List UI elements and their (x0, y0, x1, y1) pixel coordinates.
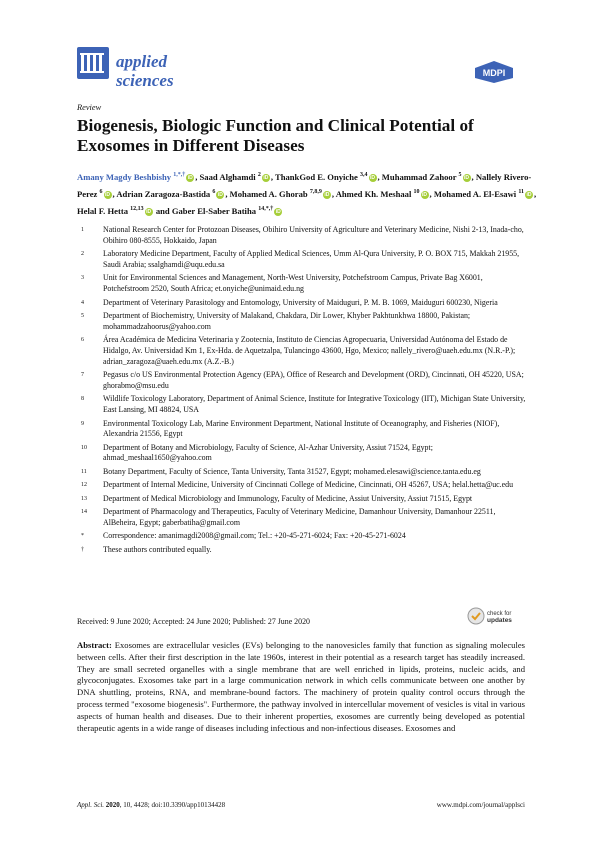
author-name: Adrian Zaragoza-Bastida (116, 188, 211, 199)
affiliation-text: Department of Veterinary Parasitology and Entomology, University of Maiduguri, P. M. B. 1069, Maiduguri 600230, Nigeria (103, 297, 498, 307)
author (77, 206, 154, 216)
affiliation-text: Department of Internal Medicine, University of Cincinnati College of Medicine, Cincinnati, OH 45267, USA; helal.hetta@uc.edu (103, 480, 514, 490)
affiliation-item (77, 298, 527, 309)
affiliation-number: 10 (81, 444, 87, 451)
affiliation-text: Environmental Toxicology Lab, Marine Environment Department, National Institute of Oceanography, and Fisheries (NIOF), Alexandria 21556, Egypt (103, 418, 500, 439)
author (275, 172, 378, 182)
check-badge-line1: check for (487, 611, 512, 617)
affiliation-number: 3 (81, 275, 84, 282)
author-affiliation-sup: 1,*,† (173, 172, 186, 178)
article-title: Biogenesis, Biologic Function and Clinical Potential of Exosomes in Different Diseases (77, 116, 474, 155)
page-footer (77, 801, 525, 809)
orcid-icon[interactable]: iD (187, 174, 193, 181)
author-affiliation-sup: 3,4 (360, 172, 368, 178)
journal-url[interactable]: www.mdpi.com/journal/applsci (436, 801, 525, 809)
affiliation-text: Department of Botany and Microbiology, Faculty of Science, Al-Azhar University, Assiut 71524, Egypt; ahmad_meshaal1650@yahoo.com (103, 442, 433, 463)
affiliation-number: 4 (81, 299, 84, 306)
author-affiliation-sup: 6 (99, 188, 103, 195)
author-affiliation-sup: 11 (518, 188, 525, 195)
affiliation-item (77, 249, 527, 271)
author-and: and (155, 205, 170, 216)
affiliation-number: 12 (81, 482, 87, 489)
author (200, 172, 271, 182)
orcid-icon[interactable]: iD (464, 174, 470, 181)
orcid-icon[interactable]: iD (217, 191, 223, 198)
author (116, 189, 225, 199)
affiliation-number: 6 (81, 337, 84, 344)
publication-dates: Received: 9 June 2020; Accepted: 24 June 2020; Published: 27 June 2020 (77, 617, 310, 626)
affiliation-item (77, 370, 527, 392)
mdpi-logo (473, 60, 515, 84)
citation-journal: Appl. Sci. (77, 801, 105, 809)
affiliation-item (77, 311, 527, 333)
orcid-icon[interactable]: iD (370, 174, 375, 181)
author-affiliation-sup: 14,*,† (258, 205, 274, 212)
affiliation-text: Botany Department, Faculty of Science, Tanta University, Tanta 31527, Egypt; mohamed.elesawi@science.tanta.edu.eg (103, 466, 481, 476)
affiliation-item (77, 507, 527, 529)
affiliation-number: 9 (81, 420, 84, 427)
journal-name-line1: applied (116, 52, 167, 71)
author (382, 172, 472, 182)
author-name: Mohamed A. El-Esawi (433, 188, 517, 199)
article-type: Review (77, 103, 102, 112)
abstract-label: Abstract: (77, 640, 112, 650)
affiliation-text: These authors contributed equally. (103, 544, 212, 554)
author-name: Amany Magdy Beshbishy (77, 171, 172, 182)
author-name: Gaber El-Saber Batiha (171, 205, 257, 216)
journal-logo (77, 47, 109, 79)
affiliation-text: Department of Medical Microbiology and Immunology, Faculty of Medicine, Assiut University, Assiut 71515, Egypt (103, 493, 473, 503)
check-for-updates-badge[interactable] (466, 606, 526, 626)
abstract (77, 640, 525, 734)
affiliation-text: Department of Pharmacology and Therapeutics, Faculty of Veterinary Medicine, Damanhour University, Damanhour 22511, AlBeheira, Egypt; gaberbatiha@gmail.com (103, 507, 496, 527)
author-list: Amany Magdy Beshbishy $^{1,*,\dagger}$ iD , Saad Alghamdi $^2$ iD , ThankGod E. Onyiche $^{3,4}$ iD , Muhammad Zahoor $^5$ iD , Nallely Rivero-Perez $^6$ iD , Adrian Zaragoza-Bastida $^6$ iD , Mohamed A. Ghorab $^{7,8,9}$ iD , Ahmed Kh. Meshaal $^{10}$ iD , Mohamed A. El-Esawi $^{11}$ iD , Helal F. Hetta $^{12,13}$ iD and Gaber El-Saber Batiha $^{14,*,\dagger}$ iD (77, 171, 537, 216)
citation (77, 801, 225, 809)
affiliation-number: 1 (81, 227, 84, 233)
author-name: Muhammad Zahoor (381, 171, 457, 182)
affiliation-item (77, 494, 527, 505)
citation-year: 2020 (105, 801, 120, 809)
author-affiliation-sup: 10 (413, 188, 420, 195)
author-affiliation-sup: 2 (257, 172, 261, 178)
affiliation-text: Laboratory Medicine Department, Faculty of Applied Medical Sciences, Umm Al-Qura University, P. O. BOX 715, Makkah 21955, Saudi Arabia; ssalghamdi@uqu.edu.sa (103, 249, 520, 269)
author-name: Mohamed A. Ghorab (229, 188, 308, 199)
citation-rest: , 10, 4428; doi:10.3390/app10134428 (119, 801, 226, 809)
author (172, 206, 283, 216)
author (434, 189, 534, 199)
affiliation-item (77, 225, 527, 247)
author (77, 172, 195, 182)
author-name: Ahmed Kh. Meshaal (335, 188, 412, 199)
affiliation-item (77, 480, 527, 491)
mdpi-logo-text: MDPI (482, 68, 506, 78)
orcid-icon[interactable]: iD (146, 208, 152, 215)
orcid-icon[interactable]: iD (105, 191, 111, 198)
affiliation-number: 2 (81, 251, 84, 258)
affiliation-number: 11 (81, 468, 87, 475)
orcid-icon[interactable]: iD (263, 174, 269, 181)
affiliation-item (77, 531, 527, 542)
affiliation-text: Department of Biochemistry, University of Malakand, Chakdara, Dir Lower, Khyber Pakhtunkhwa 18800, Pakistan; mohammadzahoorus@yahoo.com (103, 310, 471, 331)
affiliation-text: Correspondence: amanimagdi2008@gmail.com; Tel.: +20-45-271-6024; Fax: +20-45-271-6024 (103, 531, 406, 541)
affiliation-item (77, 335, 527, 367)
affiliation-text: Unit for Environmental Sciences and Management, North-West University, Potchefstroom Campus, Private Bag X6001, Potchefstroom 2520, South Africa; et.onyiche@unimaid.edu.ng (103, 273, 483, 294)
author-affiliation-sup: 5 (458, 172, 462, 178)
affiliation-item (77, 443, 527, 465)
check-badge-line2: updates (487, 617, 512, 624)
author-name: Saad Alghamdi (199, 171, 256, 182)
author-name: Helal F. Hetta (77, 205, 128, 216)
affiliation-item (77, 419, 527, 441)
affiliation-number: * (81, 533, 84, 540)
affiliation-number: 8 (81, 396, 84, 403)
affiliation-list (77, 225, 527, 558)
orcid-icon[interactable]: iD (324, 191, 330, 198)
affiliation-text: Pegasus c/o US Environmental Protection Agency (EPA), Office of Research and Development (ORD), Cincinnati, OH 45220, USA; ghorabmo@msu.edu (103, 370, 524, 390)
affiliation-text: National Research Center for Protozoan Diseases, Obihiro University of Agriculture and Veterinary Medicine, Nishi 2-13, Inada-cho, Obihiro 080-8555, Hokkaido, Japan (103, 225, 524, 245)
author (336, 189, 430, 199)
author-name: Nallely Rivero-Perez (77, 171, 532, 199)
orcid-icon[interactable]: iD (422, 191, 428, 198)
affiliation-item (77, 273, 527, 295)
affiliation-item (77, 545, 527, 556)
author-name: ThankGod E. Onyiche (274, 171, 358, 182)
orcid-icon[interactable]: iD (275, 208, 281, 215)
journal-name (116, 52, 174, 90)
author (230, 189, 332, 199)
affiliation-number: 7 (81, 372, 84, 379)
affiliation-text: Área Académica de Medicina Veterinaria y Zootecnia, Instituto de Ciencias Agropecuaria, Universidad Autónoma del Estado de Hidalgo, Av. Universidad Km 1, Ex-Hda. de Aquetzalpa, Tulancingo 43600, Hgo, Mexico; nallely_rivero@uaeh.edu.mx (N.R.-P.); adrian_zaragoza@uaeh.edu.mx (A.Z.-B.) (103, 335, 516, 366)
affiliation-number: 5 (81, 312, 84, 319)
affiliation-item (77, 467, 527, 478)
journal-name-line2: sciences (116, 71, 174, 90)
affiliation-number: 14 (81, 509, 87, 516)
author-affiliation-sup: 7,8,9 (309, 188, 322, 195)
abstract-text: Exosomes are extracellular vesicles (EVs) belonging to the nanovesicles family that function as signaling molecules between cells. After their first description in the late 1960s, interest in their potential as a research target has steadily increased. They are small secreted organelles with a single membrane that are well enriched in lipids, proteins, nucleic acids, and glycoconjugates. Exosomes take part in a large communication network in which cells communicate between one another by DNA shuttling, proteins, RNA, and membrane-bound factors. The machinery of protein quality control occurs through the process termed "exosome biogenesis". Furthermore, the pathway involved in intercellular movement of vesicles is vital in various aspects of human health and diseases. Due to their inherent properties, exosomes are currently being developed as potential therapeutic agents in a wide range of diseases including infectious and non-infectious diseases. Exosomes and (77, 640, 525, 733)
affiliation-number: † (81, 546, 84, 553)
orcid-icon[interactable]: iD (526, 191, 532, 198)
affiliation-number: 13 (81, 495, 87, 502)
affiliation-text: Wildlife Toxicology Laboratory, Department of Animal Science, Institute for Integrative Toxicology (IIT), Michigan State University, East Lansing, MI 48824, USA (103, 394, 526, 415)
author-affiliation-sup: 12,13 (130, 205, 144, 212)
author-affiliation-sup: 6 (212, 188, 216, 195)
affiliation-item (77, 394, 527, 416)
